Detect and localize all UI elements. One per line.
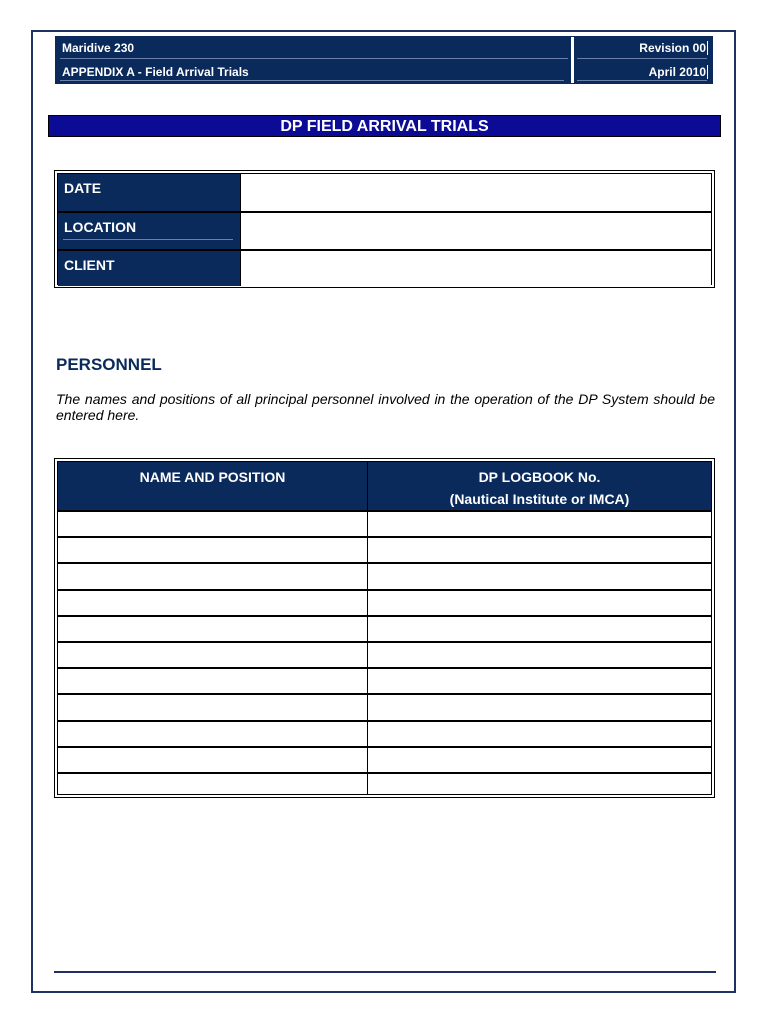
- header-rule: [60, 80, 564, 81]
- location-underline: [63, 239, 233, 240]
- trial-info-table: [54, 170, 715, 288]
- name-position-cell[interactable]: [58, 748, 367, 772]
- name-position-cell[interactable]: [58, 538, 367, 562]
- date-label: DATE: [64, 180, 102, 196]
- footer-rule: [54, 971, 716, 973]
- table-row: [58, 510, 711, 536]
- header-rule: [577, 58, 707, 59]
- personnel-table: [54, 458, 715, 798]
- logbook-number-cell[interactable]: [368, 722, 711, 746]
- table-row: [58, 772, 711, 794]
- table-row: [58, 693, 711, 719]
- name-position-cell[interactable]: [58, 617, 367, 641]
- client-label: CLIENT: [64, 257, 115, 273]
- table-row: [58, 562, 711, 588]
- logbook-number-cell[interactable]: [368, 617, 711, 641]
- logbook-number-cell[interactable]: [368, 538, 711, 562]
- header-tick: [707, 65, 708, 79]
- logbook-number-cell[interactable]: [368, 695, 711, 719]
- header-rule: [577, 80, 707, 81]
- name-position-cell[interactable]: [58, 564, 367, 588]
- table-row: [58, 589, 711, 615]
- name-position-cell[interactable]: [58, 695, 367, 719]
- header-tick: [707, 41, 708, 55]
- logbook-header: [368, 462, 711, 510]
- table-row: [58, 615, 711, 641]
- table-row: [58, 667, 711, 693]
- page-title: DP FIELD ARRIVAL TRIALS: [48, 115, 721, 137]
- name-position-cell[interactable]: [58, 774, 367, 794]
- logbook-header-line1: DP LOGBOOK No.: [478, 469, 601, 485]
- personnel-heading: PERSONNEL: [56, 355, 162, 374]
- appendix-title: APPENDIX A - Field Arrival Trials: [62, 65, 249, 79]
- table-row: [58, 536, 711, 562]
- client-label-cell: [58, 251, 240, 286]
- location-label: LOCATION: [64, 219, 137, 235]
- date-field[interactable]: [240, 174, 711, 211]
- name-position-cell[interactable]: [58, 512, 367, 536]
- name-position-cell[interactable]: [58, 591, 367, 615]
- header-divider: [571, 37, 574, 83]
- doc-name: Maridive 230: [62, 41, 135, 55]
- client-field[interactable]: [240, 251, 711, 286]
- name-position-cell[interactable]: [58, 722, 367, 746]
- header-rule: [60, 58, 568, 59]
- logbook-number-cell[interactable]: [368, 774, 711, 794]
- logbook-header-line2: (Nautical Institute or IMCA): [449, 491, 630, 507]
- table-row: [58, 720, 711, 746]
- logbook-number-cell[interactable]: [368, 669, 711, 693]
- issue-date: April 2010: [648, 65, 706, 79]
- location-field[interactable]: [240, 213, 711, 249]
- logbook-number-cell[interactable]: [368, 591, 711, 615]
- document-header: [55, 36, 713, 84]
- name-position-header: [58, 462, 367, 510]
- revision-label: Revision 00: [639, 41, 706, 55]
- name-position-cell[interactable]: [58, 643, 367, 667]
- date-label-cell: [58, 174, 240, 211]
- location-label-cell: [58, 213, 240, 249]
- personnel-description: The names and positions of all principal personnel involved in the operation of the DP System should be entered here.: [56, 391, 715, 423]
- name-position-cell[interactable]: [58, 669, 367, 693]
- logbook-number-cell[interactable]: [368, 512, 711, 536]
- table-row: [58, 641, 711, 667]
- logbook-number-cell[interactable]: [368, 564, 711, 588]
- logbook-number-cell[interactable]: [368, 748, 711, 772]
- name-position-header-text: NAME AND POSITION: [139, 469, 286, 485]
- logbook-number-cell[interactable]: [368, 643, 711, 667]
- table-row: [58, 746, 711, 772]
